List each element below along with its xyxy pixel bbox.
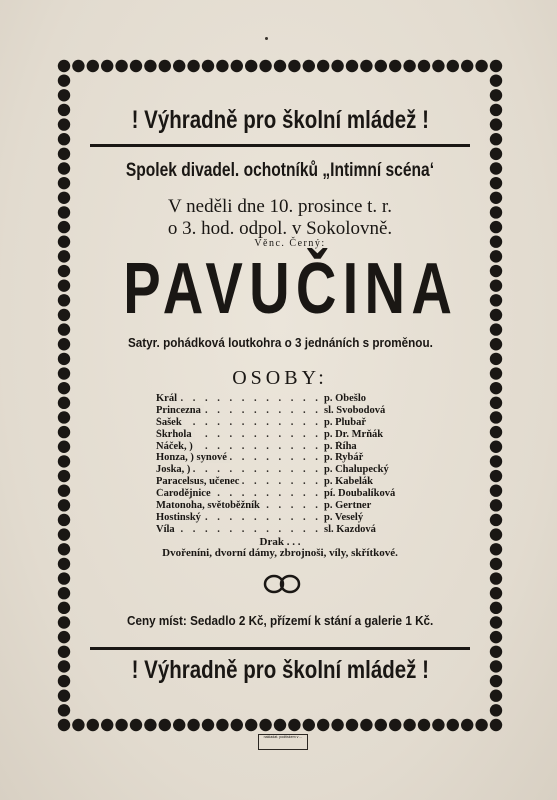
border-dot xyxy=(245,719,257,731)
cast-row xyxy=(156,512,446,524)
border-dot xyxy=(490,118,502,130)
leader-dots xyxy=(156,524,318,536)
cast-actor: p. Obešlo xyxy=(324,393,367,404)
border-dot xyxy=(490,602,502,614)
border-dot xyxy=(58,397,70,409)
border-dot xyxy=(490,338,502,350)
border-dot xyxy=(58,265,70,277)
border-dot xyxy=(187,60,199,72)
cast-actor: sl. Svobodová xyxy=(324,404,386,416)
border-dot xyxy=(490,484,502,496)
border-dot xyxy=(490,646,502,658)
cast-role: Honza, ) synové xyxy=(156,452,230,464)
cast-row xyxy=(156,393,446,405)
border-dot xyxy=(58,528,70,540)
cast-role: Škrhola xyxy=(156,429,195,441)
border-dot xyxy=(274,60,286,72)
border-dot xyxy=(490,690,502,702)
border-dot xyxy=(173,60,185,72)
border-dot xyxy=(58,279,70,291)
border-dot xyxy=(303,60,315,72)
ticket-prices: Ceny míst: Sedadlo 2 Kč, přízemí k stání a galerie 1 Kč. xyxy=(126,613,434,628)
border-dot xyxy=(216,60,228,72)
border-dot xyxy=(58,484,70,496)
cast-row xyxy=(156,417,446,429)
border-dot xyxy=(490,294,502,306)
border-dot xyxy=(317,60,329,72)
cast-actor: sl. Kazdová xyxy=(324,523,376,535)
border-dot xyxy=(58,353,70,365)
border-dot xyxy=(144,60,156,72)
border-dot xyxy=(58,572,70,584)
border-dot xyxy=(72,719,84,731)
border-dot xyxy=(231,60,243,72)
author: Věnc. Černý: xyxy=(254,238,326,249)
cast-actor: p. Kabelák xyxy=(324,476,374,488)
border-dot xyxy=(447,719,459,731)
border-dot xyxy=(130,719,142,731)
border-dot xyxy=(58,675,70,687)
border-dot xyxy=(490,704,502,716)
divider-bottom xyxy=(90,647,470,650)
border-dot xyxy=(58,133,70,145)
cast-role: Joska, ) xyxy=(156,464,193,476)
border-dot xyxy=(288,719,300,731)
border-dot xyxy=(58,690,70,702)
border-dot xyxy=(259,60,271,72)
border-dot xyxy=(58,470,70,482)
border-dot xyxy=(202,719,214,731)
border-dot xyxy=(245,60,257,72)
border-dot xyxy=(490,675,502,687)
cast-row xyxy=(156,405,446,417)
border-dot xyxy=(58,60,70,72)
border-dot xyxy=(490,236,502,248)
society-name: Spolek divadel. ochotníků „Intimní scéna‘ xyxy=(125,160,435,181)
border-dot xyxy=(58,148,70,160)
border-dot xyxy=(58,602,70,614)
play-subtitle: Satyr. pohádková loutkohra o 3 jednáních s proměnou. xyxy=(127,335,433,350)
border-dot xyxy=(144,719,156,731)
border-dot xyxy=(447,60,459,72)
border-dot xyxy=(475,719,487,731)
border-dot xyxy=(375,719,387,731)
cast-actor: p. Gertner xyxy=(324,500,372,512)
border-dot xyxy=(101,60,113,72)
border-dot xyxy=(58,89,70,101)
play-title: PAVUČINA xyxy=(123,249,459,329)
border-dot xyxy=(58,118,70,130)
border-dot xyxy=(58,455,70,467)
border-dot xyxy=(490,528,502,540)
border-dot xyxy=(360,719,372,731)
border-dot xyxy=(403,60,415,72)
border-dot xyxy=(461,60,473,72)
border-dot xyxy=(490,499,502,511)
border-dot xyxy=(72,60,84,72)
border-dot xyxy=(389,719,401,731)
border-dot xyxy=(346,60,358,72)
leader-dots xyxy=(156,393,318,405)
border-dot xyxy=(58,309,70,321)
border-dot xyxy=(490,206,502,218)
border-dot xyxy=(346,719,358,731)
border-dot xyxy=(216,719,228,731)
border-dot xyxy=(432,719,444,731)
border-dot xyxy=(58,441,70,453)
border-dot xyxy=(403,719,415,731)
border-dot xyxy=(490,367,502,379)
border-dot xyxy=(58,704,70,716)
cast-row xyxy=(156,429,446,441)
border-dot xyxy=(490,162,502,174)
border-dot xyxy=(187,719,199,731)
border-dot xyxy=(58,382,70,394)
border-dot xyxy=(58,236,70,248)
border-dot xyxy=(490,382,502,394)
border-dot xyxy=(58,74,70,86)
border-dot xyxy=(58,221,70,233)
border-dot xyxy=(202,60,214,72)
border-dot xyxy=(331,719,343,731)
cast-actor: p. Dr. Mrňák xyxy=(324,428,384,440)
border-dot xyxy=(490,309,502,321)
border-dot xyxy=(490,558,502,570)
cast-role: Náček, ) xyxy=(156,441,196,453)
border-dot xyxy=(259,719,271,731)
border-dot xyxy=(87,60,99,72)
pin-hole xyxy=(265,37,268,40)
border-dot xyxy=(490,250,502,262)
cast-row xyxy=(156,524,446,536)
border-dot xyxy=(490,74,502,86)
border-dot xyxy=(418,719,430,731)
cast-role: Šašek xyxy=(156,417,185,429)
border-dot xyxy=(159,60,171,72)
border-dot xyxy=(58,177,70,189)
border-dot xyxy=(159,719,171,731)
poster-content xyxy=(76,78,484,713)
border-dot xyxy=(130,60,142,72)
border-dot xyxy=(490,441,502,453)
border-dot xyxy=(58,206,70,218)
border-dot xyxy=(58,104,70,116)
cast-actor: p. Říha xyxy=(324,440,357,452)
border-dot xyxy=(490,177,502,189)
border-dot xyxy=(490,148,502,160)
extras-line: Dvořenínі, dvorní dámy, zbrojnoši, víly, skřítkové. xyxy=(162,547,398,559)
cast-actor: p. Veselý xyxy=(324,511,364,523)
border-dot xyxy=(490,397,502,409)
border-dot xyxy=(490,514,502,526)
border-dot xyxy=(58,323,70,335)
border-dot xyxy=(115,719,127,731)
cast-role: Čarodějnice xyxy=(156,488,214,500)
border-dot xyxy=(58,411,70,423)
border-dot xyxy=(288,60,300,72)
border-dot xyxy=(418,60,430,72)
border-dot xyxy=(490,470,502,482)
cast-actor: p. Plubař xyxy=(324,416,367,428)
cast-role: Hostinský xyxy=(156,512,204,524)
border-dot xyxy=(331,60,343,72)
banner-top: ! Výhradně pro školní mládež ! xyxy=(131,106,429,134)
border-dot xyxy=(115,60,127,72)
border-dot xyxy=(490,426,502,438)
drak-line: Drak . . . xyxy=(259,536,301,548)
border-dot xyxy=(58,514,70,526)
cast-row xyxy=(156,500,446,512)
cast-actor: p. Rybář xyxy=(324,452,364,464)
border-dot xyxy=(58,338,70,350)
border-dot xyxy=(490,192,502,204)
border-dot xyxy=(490,543,502,555)
border-dot xyxy=(490,279,502,291)
border-dot xyxy=(461,719,473,731)
border-dot xyxy=(490,587,502,599)
cast-row xyxy=(156,441,446,453)
cast-row xyxy=(156,464,446,476)
border-dot xyxy=(58,587,70,599)
border-dot xyxy=(490,411,502,423)
border-dot xyxy=(58,250,70,262)
border-dot xyxy=(375,60,387,72)
cast-actor: p. Chalupecký xyxy=(324,464,389,476)
border-dot xyxy=(475,60,487,72)
border-dot xyxy=(490,265,502,277)
border-dot xyxy=(58,631,70,643)
border-dot xyxy=(303,719,315,731)
banner-bottom: ! Výhradně pro školní mládež ! xyxy=(131,656,429,684)
border-dot xyxy=(490,133,502,145)
border-dot xyxy=(58,719,70,731)
border-dot xyxy=(101,719,113,731)
border-dot xyxy=(490,660,502,672)
cast-role: Matonoha, světoběžník xyxy=(156,500,263,512)
cast-list xyxy=(156,393,446,536)
border-dot xyxy=(58,162,70,174)
border-dot xyxy=(490,353,502,365)
divider-top xyxy=(90,144,470,147)
border-dot xyxy=(58,616,70,628)
border-dot xyxy=(490,89,502,101)
border-dot xyxy=(490,104,502,116)
border-dot xyxy=(58,367,70,379)
infinity-ornament xyxy=(262,572,302,596)
cast-heading: OSOBY: xyxy=(232,367,328,389)
border-dot xyxy=(58,426,70,438)
border-dot xyxy=(58,660,70,672)
border-dot xyxy=(490,631,502,643)
border-dot xyxy=(490,719,502,731)
border-dot xyxy=(389,60,401,72)
cast-row xyxy=(156,452,446,464)
border-dot xyxy=(58,499,70,511)
border-dot xyxy=(58,192,70,204)
border-dot xyxy=(58,294,70,306)
border-dot xyxy=(58,543,70,555)
border-dot xyxy=(173,719,185,731)
border-dot xyxy=(360,60,372,72)
border-dot xyxy=(432,60,444,72)
printer-stamp: nakladat. podtiskem v ... xyxy=(258,734,308,750)
border-dot xyxy=(274,719,286,731)
cast-role: Král xyxy=(156,393,180,405)
border-dot xyxy=(490,455,502,467)
border-dot xyxy=(231,719,243,731)
border-dot xyxy=(490,60,502,72)
cast-actor: pí. Doubalíková xyxy=(324,488,396,500)
border-dot xyxy=(58,646,70,658)
cast-row xyxy=(156,488,446,500)
cast-role: Princezna xyxy=(156,405,204,417)
border-dot xyxy=(490,616,502,628)
border-dot xyxy=(490,572,502,584)
cast-role: Paracelsus, učenec xyxy=(156,476,242,488)
date-line-2: o 3. hod. odpol. v Sokolovně. xyxy=(167,218,393,239)
border-dot xyxy=(490,323,502,335)
date-line-1: V neděli dne 10. prosince t. r. xyxy=(168,196,392,217)
cast-row xyxy=(156,476,446,488)
border-dot xyxy=(317,719,329,731)
border-dot xyxy=(58,558,70,570)
cast-role: Víla xyxy=(156,524,178,536)
border-dot xyxy=(87,719,99,731)
border-dot xyxy=(490,221,502,233)
